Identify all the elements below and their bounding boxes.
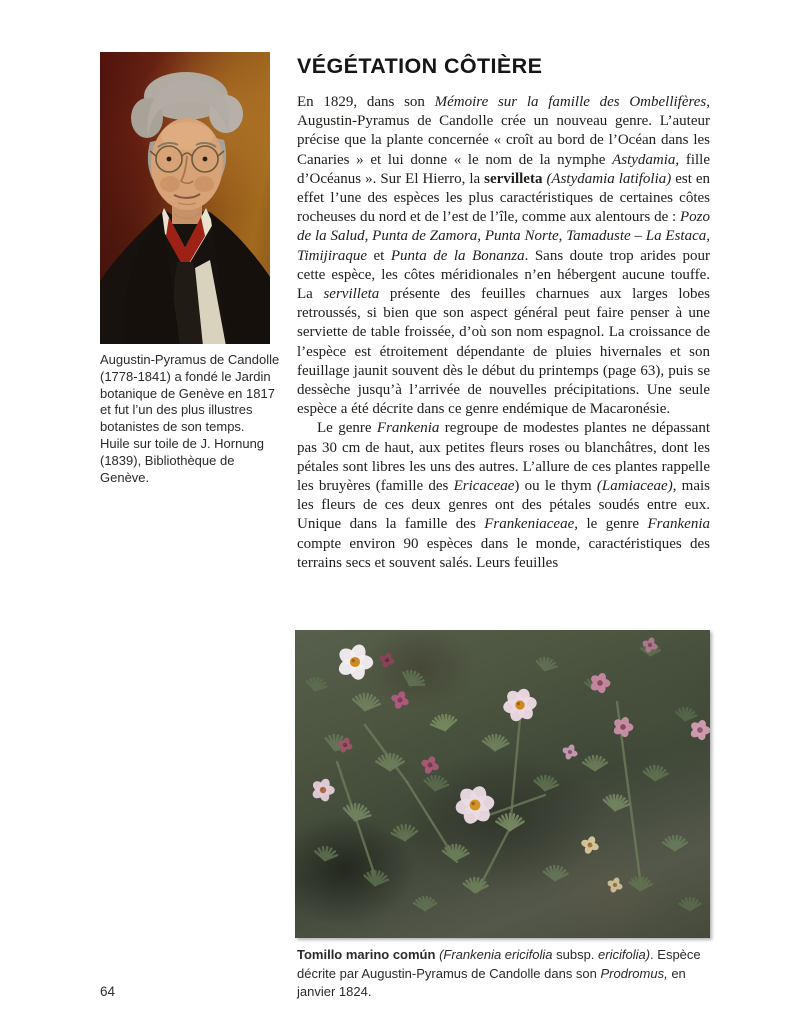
portrait-caption: Augustin-Pyramus de Candolle (1778-1841) a fondé le Jardin botanique de Genève en 1817 et fut l’un des plus illustres botanistes de son temps. Huile sur toile de J. Hornung (1839), Bibliothèque de Genève.	[100, 352, 280, 485]
portrait-art	[100, 52, 270, 344]
paragraph-2: Le genre Frankenia regroupe de modestes plantes ne dépassant pas 30 cm de haut, aux petites fleurs roses ou blanchâtres, dont les pétales sont libres les uns des autres. L’allure de ces plantes rappelle les bruyères (famille des Ericaceae) ou le thym (Lamiaceae), mais les fleurs de ces deux genres ont des pétales soudés entre eux. Unique dans la famille des Frankeniaceae, le genre Frankenia compte environ 90 espèces dans le monde, caractéristiques des terrains secs et souvent salés. Leurs feuilles	[297, 420, 711, 571]
plant-photo	[295, 630, 710, 938]
portrait-image	[100, 52, 270, 344]
paragraph-1: En 1829, dans son Mémoire sur la famille des Ombellifères, Augustin-Pyramus de Candolle crée un nouveau genre. L’auteur précise que la plante concernée « croît au bord de l’Océan dans les Canaries » et lui donne « le nom de la nymphe Astydamia, fille d’Océanus ». Sur El Hierro, la servilleta (Astydamia latifolia) est en effet l’une des espèces les plus caractéristiques de certaines côtes rocheuses du nord et de l’est de l’île, comme aux alentours de : Pozo de la Salud, Punta de Zamora, Punta Norte, Tamaduste – La Estaca, Timijiraque et Punta de la Bonanza. Sans doute trop arides pour cette espèce, les côtes méridionales n’en hébergent aucune touffe. La servilleta présente des feuilles charnues aux larges lobes retroussés, si bien que son aspect général peut faire penser à une serviette de table froissée, d’où son nom espagnol. La croissance de l’espèce est étroitement dépendante de pluies hivernales et son feuillage jaunit souvent dès le début du printemps (page 63), puis se dessèche jusqu’à l’arrivée de nouvelles précipitations. Une seule espèce a été décrite dans ce genre endémique de Macaronésie.	[297, 94, 711, 418]
photo-caption: Tomillo marino común (Frankenia ericifolia subsp. ericifolia). Espèce décrite par Augustin-Pyramus de Candolle dans son Prodromus, en janvier 1824.	[297, 947, 701, 999]
plant-photo-art	[295, 630, 710, 938]
page-number: 64	[100, 984, 116, 999]
section-title: VÉGÉTATION CÔTIÈRE	[297, 54, 543, 78]
body-text	[297, 93, 710, 573]
